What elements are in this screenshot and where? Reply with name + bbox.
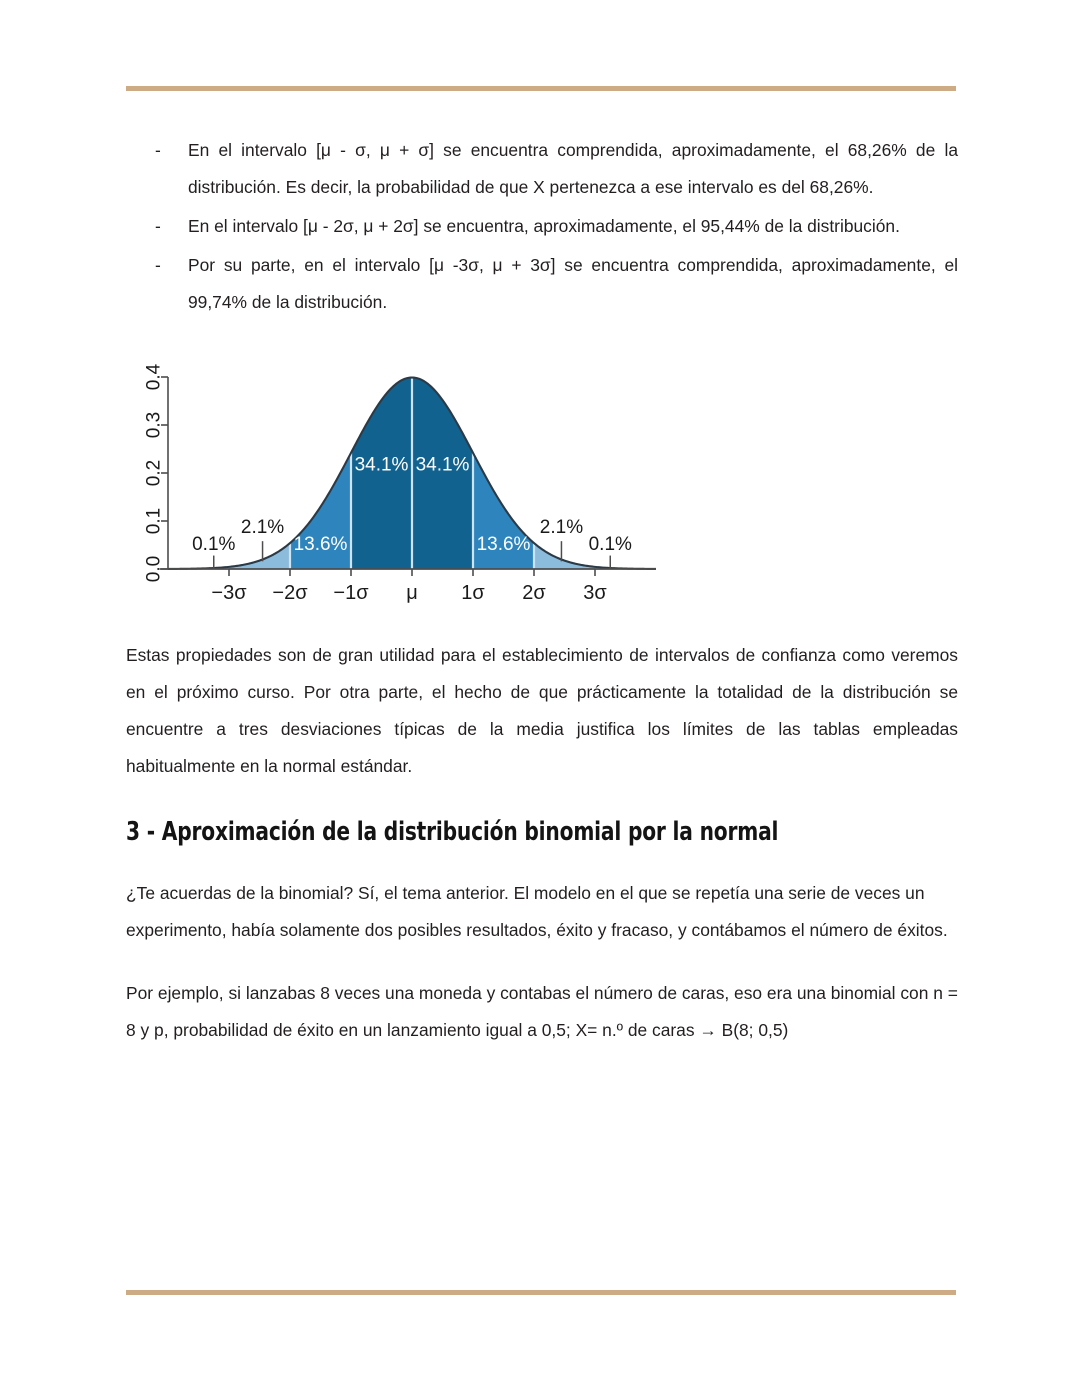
x-tick-label: 3σ: [583, 582, 607, 604]
x-axis-tick-labels: [211, 582, 607, 604]
paragraph-binomial-recap: ¿Te acuerdas de la binomial? Sí, el tema anterior. El modelo en el que se repetía una serie de veces un experimento, había solamente dos posibles resultados, éxito y fracaso, y contábamos el número de éxitos.: [126, 883, 948, 940]
percent-label: 13.6%: [476, 533, 531, 555]
paragraph-binomial-example: Por ejemplo, si lanzabas 8 veces una moneda y contabas el número de caras, eso era una binomial con n = 8 y p, probabilidad de éxito en un lanzamiento igual a 0,5; X= n.º de caras → B(8; 0,5): [126, 983, 958, 1040]
list-item-text: En el intervalo [μ - σ, μ + σ] se encuentra comprendida, aproximadamente, el 68,26% de la distribución. Es decir, la probabilidad de que X pertenezca a ese intervalo es del 68,26%.: [188, 140, 958, 197]
bullet-marker: -: [155, 216, 161, 236]
x-axis: [160, 569, 656, 576]
normal-distribution-chart: [126, 355, 666, 607]
y-axis-tick-labels: [144, 363, 165, 582]
list-item-text: Por su parte, en el intervalo [μ -3σ, μ + 3σ] se encuentra comprendida, aproximadamente, el 99,74% de la distribución.: [188, 255, 958, 312]
list-item: [126, 132, 958, 206]
properties-bullet-list: [126, 132, 958, 321]
y-tick-label: 0.2: [143, 459, 165, 487]
chart-canvas: [126, 355, 666, 607]
x-tick-label: −1σ: [333, 582, 369, 604]
document-content: [126, 132, 958, 1049]
y-tick-label: 0.3: [143, 411, 165, 439]
percent-label: 13.6%: [293, 533, 348, 555]
y-tick-label: 0.1: [143, 507, 165, 535]
y-tick-label: 0.4: [143, 363, 165, 391]
percent-label: 34.1%: [415, 454, 470, 476]
paragraph-properties-summary: Estas propiedades son de gran utilidad para el establecimiento de intervalos de confianza como veremos en el próximo curso. Por otra parte, el hecho de que prácticamente la totalidad de la distribución se encuentre a tres desviaciones típicas de la media justifica los límites de las tablas empleadas habitualmente en la normal estándar.: [126, 645, 958, 776]
percent-label: 0.1%: [588, 533, 632, 555]
x-tick-label: −3σ: [211, 582, 247, 604]
percent-label: 2.1%: [539, 517, 584, 538]
x-tick-label: 1σ: [461, 582, 485, 604]
band-right-outer: [534, 371, 595, 569]
percent-label: 0.1%: [192, 533, 236, 555]
list-item: [126, 208, 958, 245]
percent-label: 34.1%: [354, 454, 409, 476]
bullet-marker: -: [155, 255, 161, 275]
y-tick-label: 0.0: [143, 555, 165, 583]
footer-rule: [126, 1290, 956, 1295]
bullet-marker: -: [155, 140, 161, 160]
list-item-text: En el intervalo [μ - 2σ, μ + 2σ] se encuentra, aproximadamente, el 95,44% de la distribución.: [188, 216, 900, 236]
x-tick-label: μ: [406, 582, 418, 604]
header-rule: [126, 86, 956, 91]
percent-label: 2.1%: [240, 517, 285, 538]
x-tick-label: 2σ: [522, 582, 546, 604]
page-title: 3 - Aproximación de la distribución binomial por la normal: [126, 817, 779, 847]
list-item: [126, 247, 958, 321]
band-left-outer: [229, 371, 290, 569]
x-tick-label: −2σ: [272, 582, 308, 604]
